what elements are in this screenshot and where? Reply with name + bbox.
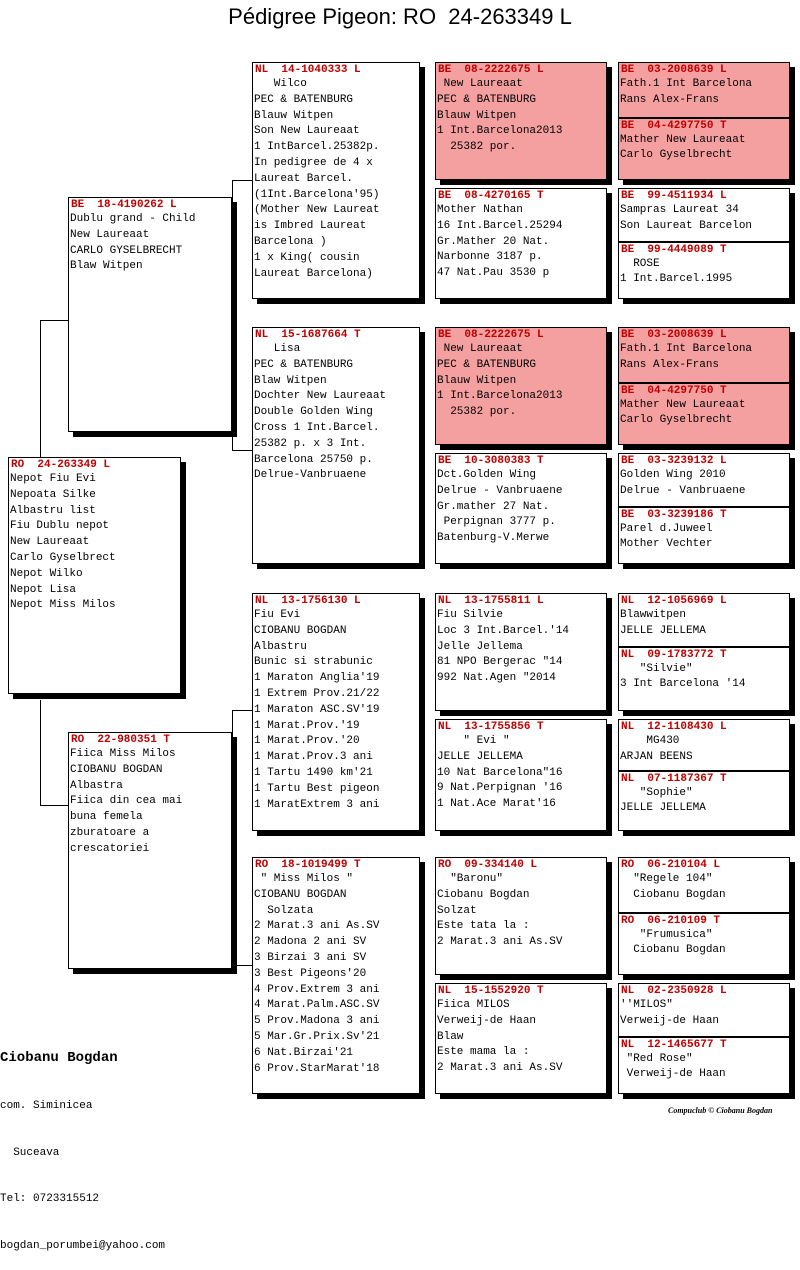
pigeon-details: " Evi " JELLE JELLEMA 10 Nat Barcelona"16 9 Nat.Perpignan '16 1 Nat.Ace Marat'16	[437, 735, 563, 811]
ring-number: BE 03-3239186 T	[619, 506, 789, 522]
ring-number: BE 04-4297750 T	[619, 382, 789, 398]
connector-line	[232, 180, 233, 450]
pigeon-details: "Sophie" JELLE JELLEMA	[620, 786, 706, 815]
ring-number: NL 07-1187367 T	[619, 770, 789, 786]
ring-number: RO 24-263349 L	[11, 459, 111, 471]
pigeon-details: Fiu Evi CIOBANU BOGDAN Albastru Bunic si strabunic 1 Maraton Anglia'19 1 Extrem Prov.21/22 1 Maraton ASC.SV'19 1 Marat.Prov.'19 1 Marat.Prov.'20 1 Marat.Prov.3 ani 1 Tartu 1490 km'21 1 Tartu Best pigeon 1 MaratExtrem 3 ani	[254, 609, 380, 811]
ring-number: BE 04-4297750 T	[619, 117, 789, 133]
pigeon-details: Parel d.Juweel Mother Vechter	[620, 522, 713, 551]
pigeon-details: Fiica MILOS Verweij-de Haan Blaw Este mama la : 2 Marat.3 ani As.SV	[437, 999, 563, 1075]
ring-number: BE 03-2008639 L	[621, 64, 727, 76]
pigeon-details: Fath.1 Int Barcelona Rans Alex-Frans	[620, 343, 753, 371]
breeder-address: com. Siminicea	[0, 1100, 93, 1112]
connector-line	[40, 700, 41, 805]
pigeon-details: Fiu Silvie Loc 3 Int.Barcel.'14 Jelle Jellema 81 NPO Bergerac "14 992 Nat.Agen "2014	[437, 609, 570, 685]
ring-number: BE 08-2222675 L	[438, 64, 544, 76]
ring-number: NL 15-1552920 T	[438, 985, 544, 997]
connector-line	[232, 710, 252, 711]
ring-number: BE 08-2222675 L	[438, 329, 544, 341]
ring-number: NL 12-1056969 L	[621, 595, 727, 607]
ring-number: BE 10-3080383 T	[438, 455, 544, 467]
pigeon-card-gen4[interactable]	[435, 719, 607, 831]
connector-line	[232, 180, 252, 181]
footer-credit: Compuclub © Ciobanu Bogdan	[668, 1106, 773, 1115]
connector-line	[232, 710, 233, 965]
pigeon-card-gen4[interactable]	[435, 983, 607, 1094]
breeder-email: bogdan_porumbei@yahoo.com	[0, 1239, 166, 1252]
pigeon-details: Nepot Fiu Evi Nepoata Silke Albastru list Fiu Dublu nepot New Laureaat Carlo Gyselbrect Nepot Wilko Nepot Lisa Nepot Miss Milos	[10, 473, 116, 612]
ring-number: BE 99-4511934 L	[621, 190, 727, 202]
ring-number: NL 14-1040333 L	[255, 64, 361, 76]
pigeon-card-subject[interactable]	[8, 457, 181, 694]
ring-number: NL 13-1756130 L	[255, 595, 361, 607]
pigeon-details: Dublu grand - Child New Laureaat CARLO GYSELBRECHT Blaw Witpen	[70, 213, 196, 273]
ring-number: BE 03-3239132 L	[621, 455, 727, 467]
pigeon-details: Sampras Laureat 34 Son Laureat Barcelon	[620, 204, 753, 232]
pigeon-details: Mather New Laureaat Carlo Gyselbrecht	[620, 398, 746, 427]
ring-number: BE 08-4270165 T	[438, 190, 544, 202]
pigeon-card-sire[interactable]	[68, 197, 232, 432]
ring-number: NL 09-1783772 T	[619, 646, 789, 662]
pigeon-card-gen3[interactable]	[252, 62, 420, 299]
ring-number: NL 02-2350928 L	[621, 985, 727, 997]
pigeon-card-gen3[interactable]	[252, 593, 420, 831]
pigeon-card-gen5-pair[interactable]	[618, 983, 790, 1094]
pigeon-card-dam[interactable]	[68, 732, 232, 969]
pigeon-card-gen5-pair[interactable]	[618, 857, 790, 975]
pigeon-details: "Regele 104" Ciobanu Bogdan	[633, 873, 726, 901]
pigeon-card-gen3[interactable]	[252, 857, 420, 1094]
pigeon-card-gen4[interactable]	[435, 327, 607, 445]
pigeon-details: "Frumusica" Ciobanu Bogdan	[633, 928, 726, 957]
pigeon-details: Lisa PEC & BATENBURG Blaw Witpen Dochter New Laureaat Double Golden Wing Cross 1 Int.Barcel. 25382 p. x 3 Int. Barcelona 25750 p. Delrue-Vanbruaene	[254, 343, 387, 482]
pigeon-details: Golden Wing 2010 Delrue - Vanbruaene	[620, 469, 746, 497]
connector-line	[40, 320, 68, 321]
connector-line	[232, 450, 252, 451]
pigeon-card-gen5-pair[interactable]	[618, 62, 790, 180]
ring-number: BE 03-2008639 L	[621, 329, 727, 341]
ring-number: RO 18-1019499 T	[255, 859, 361, 871]
breeder-phone: Tel: 0723315512	[0, 1193, 100, 1205]
pigeon-details: Fiica Miss Milos CIOBANU BOGDAN Albastra Fiica din cea mai buna femela zburatoare a crescatoriei	[70, 748, 183, 855]
page-title: Pédigree Pigeon: RO 24-263349 L	[228, 4, 572, 29]
connector-line	[40, 805, 68, 806]
ring-number: NL 15-1687664 T	[255, 329, 361, 341]
connector-line	[232, 965, 252, 966]
connector-line	[40, 320, 41, 460]
pigeon-details: Mother Nathan 16 Int.Barcel.25294 Gr.Mather 20 Nat. Narbonne 3187 p. 47 Nat.Pau 3530 p	[437, 204, 563, 280]
ring-number: RO 06-210109 T	[619, 912, 789, 928]
breeder-address: Suceava	[0, 1146, 60, 1159]
pigeon-card-gen4[interactable]	[435, 857, 607, 975]
ring-number: NL 13-1755856 T	[438, 721, 544, 733]
breeder-name: Ciobanu Bogdan	[0, 1050, 118, 1066]
ring-number: RO 06-210104 L	[621, 859, 721, 871]
pigeon-card-gen5-pair[interactable]	[618, 453, 790, 564]
pigeon-details: New Laureaat PEC & BATENBURG Blauw Witpen 1 Int.Barcelona2013 25382 por.	[437, 343, 563, 419]
pigeon-details: ''MILOS" Verweij-de Haan	[620, 999, 720, 1027]
ring-number: NL 13-1755811 L	[438, 595, 544, 607]
pigeon-card-gen4[interactable]	[435, 188, 607, 299]
pigeon-details: Mather New Laureaat Carlo Gyselbrecht	[620, 133, 746, 162]
ring-number: RO 22-980351 T	[71, 734, 171, 746]
ring-number: RO 09-334140 L	[438, 859, 538, 871]
pigeon-card-gen5-pair[interactable]	[618, 188, 790, 299]
pigeon-details: "Red Rose" Verweij-de Haan	[626, 1052, 726, 1081]
pigeon-card-gen4[interactable]	[435, 62, 607, 180]
pigeon-details: Blawwitpen JELLE JELLEMA	[620, 609, 706, 637]
pigeon-details: MG430 ARJAN BEENS	[620, 735, 693, 763]
pigeon-details: Dct.Golden Wing Delrue - Vanbruaene Gr.mather 27 Nat. Perpignan 3777 p. Batenburg-V.Merwe	[437, 469, 563, 545]
ring-number: BE 99-4449089 T	[619, 241, 789, 257]
pigeon-details: " Miss Milos " CIOBANU BOGDAN Solzata 2 Marat.3 ani As.SV 2 Madona 2 ani SV 3 Birzai 3 ani SV 3 Best Pigeons'20 4 Prov.Extrem 3 ani 4 Marat.Palm.ASC.SV 5 Prov.Madona 3 ani 5 Mar.Gr.Prix.Sv'21 6 Nat.Birzai'21 6 Prov.StarMarat'18	[254, 873, 380, 1075]
pigeon-details: "Baronu" Ciobanu Bogdan Solzat Este tata la : 2 Marat.3 ani As.SV	[437, 873, 563, 949]
pigeon-details: New Laureaat PEC & BATENBURG Blauw Witpen 1 Int.Barcelona2013 25382 por.	[437, 78, 563, 154]
pigeon-card-gen5-pair[interactable]	[618, 593, 790, 711]
pigeon-card-gen3[interactable]	[252, 327, 420, 564]
ring-number: BE 18-4190262 L	[71, 199, 177, 211]
pigeon-details: Fath.1 Int Barcelona Rans Alex-Frans	[620, 78, 753, 106]
breeder-info	[0, 1017, 165, 1270]
pigeon-card-gen4[interactable]	[435, 453, 607, 564]
pigeon-card-gen5-pair[interactable]	[618, 327, 790, 445]
pigeon-details: Wilco PEC & BATENBURG Blauw Witpen Son New Laureaat 1 IntBarcel.25382p. In pedigree de 4 x Laureat Barcel. (1Int.Barcelona'95) (Mother New Laureat is Imbred Laureat Barcelona ) 1 x King( cousin Laureat Barcelona)	[254, 78, 380, 280]
pigeon-details: ROSE 1 Int.Barcel.1995	[620, 257, 733, 286]
pigeon-details: "Silvie" 3 Int Barcelona '14	[620, 662, 746, 691]
ring-number: NL 12-1108430 L	[621, 721, 727, 733]
ring-number: NL 12-1465677 T	[619, 1036, 789, 1052]
pigeon-card-gen5-pair[interactable]	[618, 719, 790, 831]
pigeon-card-gen4[interactable]	[435, 593, 607, 711]
